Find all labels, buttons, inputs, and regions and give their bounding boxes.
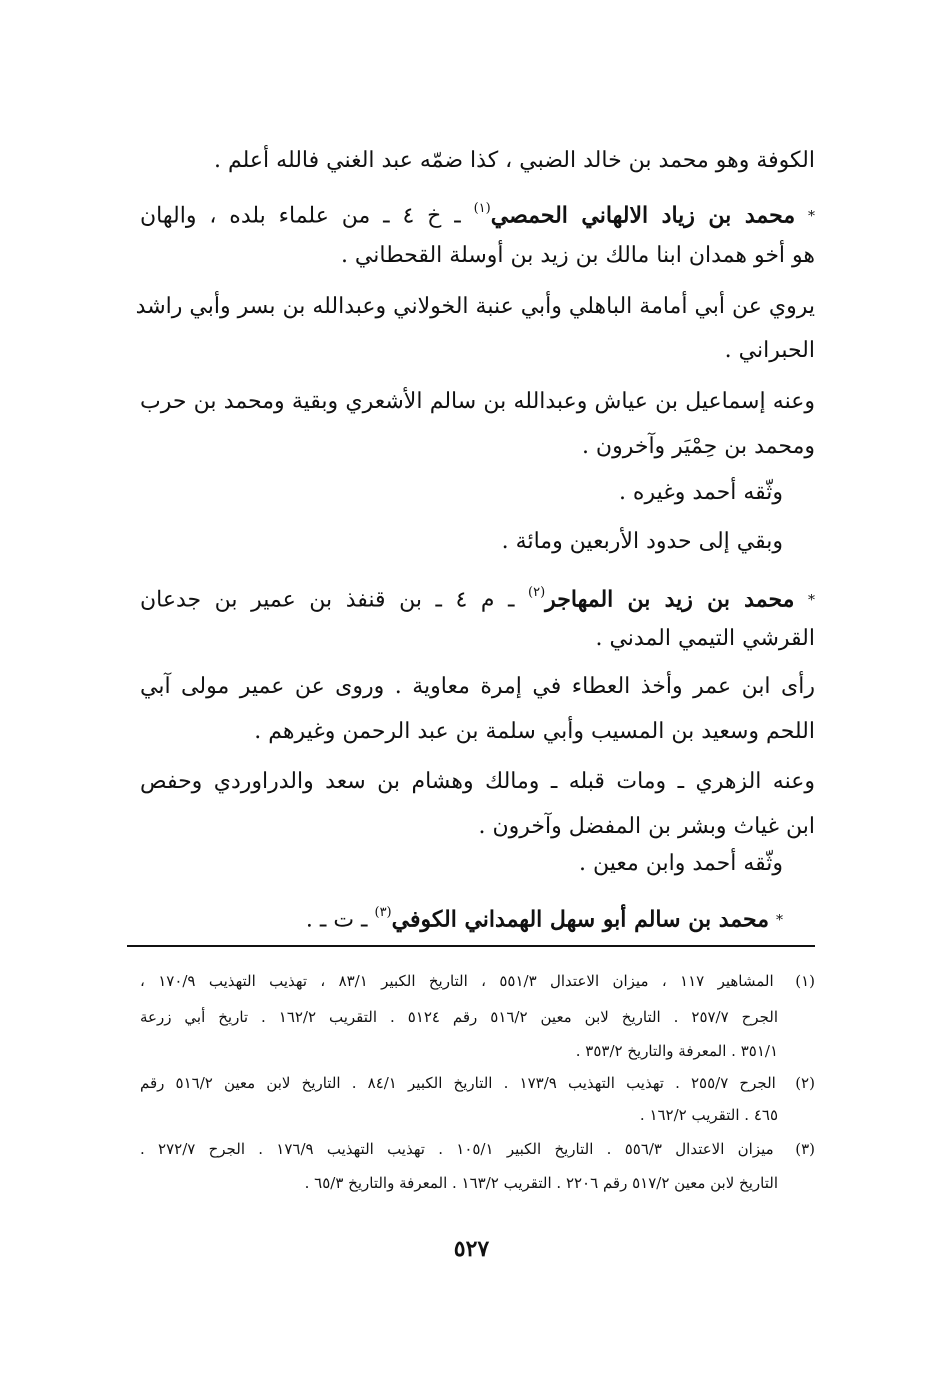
entry-heading-line: [306, 900, 783, 935]
text-line: ابن غياث وبشر بن المفضل وآخرون .: [478, 814, 815, 839]
footnote-number: (٢): [795, 1074, 815, 1092]
text-line: القرشي التيمي المدني .: [595, 626, 815, 651]
entry-marker: *: [808, 208, 815, 225]
text-line: هو أخو همدان ابنا مالك بن زيد بن أوسلة القحطاني .: [340, 243, 815, 268]
text-line: ومحمد بن حِمْيَر وآخرون .: [581, 434, 815, 459]
footnote-line: التاريخ لابن معين ٥١٧/٢ رقم ٢٢٠٦ . التقريب ١٦٣/٢ . المعرفة والتاريخ ٦٥/٣ .: [304, 1174, 778, 1192]
entry-marker: *: [808, 592, 815, 609]
entry-heading-line: [140, 580, 815, 615]
entry-name: محمد بن زياد الالهاني الحمصي: [490, 202, 796, 229]
text-line: رأى ابن عمر وأخذ العطاء في إمرة معاوية . وروى عن عمير مولى آبي: [140, 674, 815, 699]
footnote-number: (٣): [795, 1140, 815, 1158]
text-line: وبقي إلى حدود الأربعين ومائة .: [501, 529, 783, 554]
page-number: ٥٢٧: [453, 1236, 490, 1262]
text-line: وعنه الزهري ـ ومات قبله ـ ومالك وهشام بن سعد والدراوردي وحفص: [140, 769, 815, 794]
text-line: يروي عن أبي أمامة الباهلي وأبي عنبة الخولاني وعبدالله بن بسر وأبي راشد: [135, 294, 815, 319]
footnote-ref: (٣): [374, 905, 392, 920]
entry-marker: *: [776, 912, 783, 929]
footnote-text: ميزان الاعتدال ٥٥٦/٣ . التاريخ الكبير ١٠٥/١ . تهذيب التهذيب ١٧٦/٩ . الجرح ٢٧٢/٧ .: [140, 1140, 774, 1158]
footnote-line: [140, 968, 815, 994]
entry-name: محمد بن سالم أبو سهل الهمداني الكوفي: [391, 906, 769, 933]
footnote-ref: (١): [473, 201, 491, 216]
footnote-line: [140, 1136, 815, 1162]
text-line: الحبراني .: [724, 338, 815, 363]
footnote-text: الجرح ٢٥٥/٧ . تهذيب التهذيب ١٧٣/٩ . التاريخ الكبير ٨٤/١ . التاريخ لابن معين ٥١٦/٢ رقم: [140, 1074, 776, 1092]
footnote-line: ٤٦٥ . التقريب ١٦٢/٢ .: [639, 1106, 778, 1124]
entry-name: محمد بن زيد بن المهاجر: [545, 586, 795, 613]
entry-heading-line: [140, 196, 815, 231]
text-line: وثّقه أحمد وغيره .: [618, 480, 783, 505]
footnote-ref: (٢): [528, 585, 546, 600]
text-line: الكوفة وهو محمد بن خالد الضبي ، كذا ضمّه عبد الغني فالله أعلم .: [214, 148, 815, 173]
footnote-separator: [127, 945, 815, 947]
entry-text: ـ م ٤ ـ بن قنفذ بن عمير بن جدعان: [140, 587, 529, 613]
footnote-text: المشاهير ١١٧ ، ميزان الاعتدال ٥٥١/٣ ، التاريخ الكبير ٨٣/١ ، تهذيب التهذيب ١٧٠/٩ ،: [140, 972, 774, 990]
footnote-line: [140, 1070, 815, 1096]
text-line: وعنه إسماعيل بن عياش وعبدالله بن سالم الأشعري وبقية ومحمد بن حرب: [140, 389, 815, 414]
footnote-number: (١): [795, 972, 816, 990]
text-line: اللحم وسعيد بن المسيب وأبي سلمة بن عبد الرحمن وغيرهم .: [254, 719, 815, 744]
text-line: وثّقه أحمد وابن معين .: [578, 851, 783, 876]
footnote-line: الجرح ٢٥٧/٧ . التاريخ لابن معين ٥١٦/٢ رقم ٥١٢٤ . التقريب ١٦٢/٢ . تاريخ أبي زرعة: [140, 1008, 779, 1026]
entry-text: ـ خ ٤ ـ من علماء بلده ، والهان: [140, 203, 474, 229]
entry-text: ـ ت ـ .: [305, 907, 375, 933]
footnote-line: ٣٥١/١ . المعرفة والتاريخ ٣٥٣/٢ .: [575, 1042, 778, 1060]
